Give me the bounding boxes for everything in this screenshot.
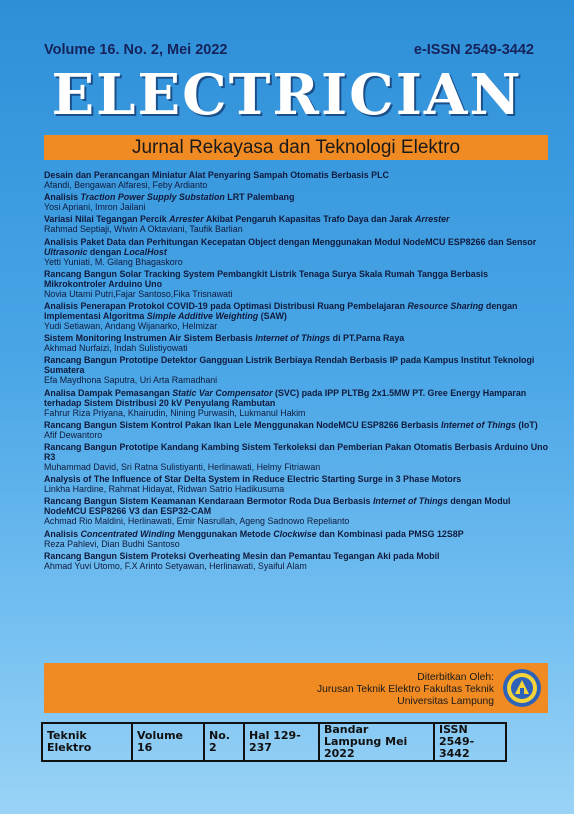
article-title-segment: Resource Sharing [407,301,484,312]
publisher-line-2: Jurusan Teknik Elektro Fakultas Teknik [316,684,494,695]
article-title [44,237,548,257]
article-title [44,551,548,561]
article-title-segment: Rancang Bangun Prototipe Detektor Gangguan Listrik Berbiaya Rendah Berbasis IP pada Kampus Institut Teknologi Sumatera [44,355,535,376]
article-authors: Afif Dewantoro [44,429,103,440]
article-title-segment: Analisis [44,192,81,203]
article-title-segment: Clockwise [273,528,317,539]
info-cell-issn: ISSN 2549-3442 [434,723,506,761]
info-cell-dept: Teknik Elektro [42,723,132,761]
article-entry [44,551,548,571]
article-title-segment: dan Kombinasi pada PMSG 12S8P [316,528,464,539]
article-title-segment: (IoT) [515,419,538,430]
article-title [44,388,548,408]
article-authors: Akhmad Nurfaizi, Indah Sulistiyowati [44,343,188,354]
article-title-segment: Desain dan Perancangan Miniatur Alat Penyaring Sampah Otomatis Berbasis PLC [44,170,389,180]
university-seal-icon [502,668,542,708]
article-authors: Achmad Rio Maldini, Herlinawati, Emir Nasrullah, Ageng Sadnowo Repelianto [44,516,350,527]
article-entry [44,496,548,526]
article-entry [44,333,548,353]
article-authors: Ahmad Yuvi Utomo, F.X Arinto Setyawan, Herlinawati, Syaiful Alam [44,560,307,571]
article-title-segment: Internet of Things [441,419,516,430]
article-title-segment: Internet of Things [255,333,331,344]
article-title-segment: Rancang Bangun Sistem Proteksi Overheating Mesin dan Pemantau Tegangan Aki pada Mobil [44,550,440,561]
article-entry [44,355,548,385]
volume-info: Volume 16. No. 2, Mei 2022 [44,42,228,58]
article-title [44,442,548,462]
article-entry [44,269,548,299]
article-title [44,333,548,343]
article-title-segment: dengan Implementasi Algoritma [44,301,518,322]
article-title [44,269,548,289]
article-entry [44,214,548,234]
article-title-segment: Akibat Pengaruh Kapasitas Trafo Daya dan Jarak [203,214,415,225]
journal-title: ELECTRICIAN [51,62,523,128]
issue-info-table [41,722,507,762]
article-title-segment: Analisis [44,528,81,539]
article-authors: Rahmad Septiaji, Wiwin A Oktaviani, Taufik Barlian [44,224,243,235]
article-title [44,496,548,516]
article-title-segment: Variasi Nilai Tegangan Percik [44,214,170,225]
article-entry [44,529,548,549]
article-entry [44,192,548,212]
article-title [44,301,548,321]
article-title [44,192,548,202]
publisher-text [317,672,494,708]
article-title-segment: Concentrated Winding [80,528,176,539]
article-authors: Yetti Yuniati, M. Gilang Bhagaskoro [44,256,183,267]
article-title-segment: Static Var Compensator [172,387,273,398]
article-entry [44,442,548,472]
article-title-segment: Ultrasonic [44,246,88,257]
publisher-line-3: Universitas Lampung [397,696,494,707]
article-title-segment: Arrester [414,214,450,225]
article-entry [44,420,548,440]
article-authors: Muhammad David, Sri Ratna Sulistiyanti, Herlinawati, Helmy Fitriawan [44,462,321,473]
article-title [44,529,548,539]
info-cell-number: No. 2 [204,723,244,761]
article-entry [44,301,548,331]
article-title-segment: Analisa Dampak Pemasangan [44,387,173,398]
article-authors: Fahrur Riza Priyana, Khairudin, Nining Purwasih, Lukmanul Hakim [44,407,306,418]
article-authors: Novia Utami Putri,Fajar Santoso,Fika Trisnawati [44,288,233,299]
article-title [44,214,548,224]
article-authors: Linkha Hardine, Rahmat Hidayat, Ridwan Satrio Hadikusuma [44,484,285,495]
info-cell-place: Bandar Lampung Mei 2022 [319,723,434,761]
article-title-segment: LRT Palembang [224,192,295,203]
article-entry [44,474,548,494]
article-authors: Yudi Setiawan, Andang Wijanarko, Helmizar [44,321,218,332]
article-entry [44,388,548,418]
article-title [44,355,548,375]
article-title-segment: Rancang Bangun Prototipe Kandang Kambing Sistem Terkoleksi dan Pemberian Pakan Otomatis Berbasis Arduino Uno R3 [44,442,548,463]
publisher-bar [44,663,548,713]
article-title-segment: Rancang Bangun Sistem Kontrol Pakan Ikan Lele Menggunakan NodeMCU ESP8266 Berbasis [44,419,442,430]
article-title-segment: Simple Additive Weighting [146,311,259,322]
article-title-segment: Analysis of The Influence of Star Delta System in Reduce Electric Starting Surge in 3 Phase Motors [44,474,462,485]
article-entry [44,237,548,267]
article-title-segment: Menggunakan Metode [175,528,274,539]
article-title [44,420,548,430]
info-cell-pages: Hal 129-237 [244,723,319,761]
article-title [44,474,548,484]
article-title-segment: Sistem Monitoring Instrumen Air Sistem Berbasis [44,333,256,344]
article-title-segment: dengan [87,246,124,257]
article-authors: Afandi, Bengawan Alfaresi, Feby Ardianto [44,180,208,190]
article-list [44,170,548,573]
journal-subtitle: Jurnal Rekayasa dan Teknologi Elektro [131,137,461,158]
article-authors: Reza Pahlevi, Dian Budhi Santoso [44,538,180,549]
publisher-line-1: Diterbitkan Oleh: [417,672,494,683]
article-title-segment: Analisis Paket Data dan Perhitungan Kecepatan Object dengan Menggunakan Modul NodeMCU ESP8266 dan Sensor [44,236,537,247]
article-title-segment: (SAW) [258,311,287,322]
journal-subtitle-bar [44,135,548,160]
article-title-segment: Analisis Penerapan Protokol COVID-19 pada Optimasi Distribusi Ruang Pembelajaran [44,301,408,312]
article-title-segment: Rancang Bangun Sistem Keamanan Kendaraan Bermotor Roda Dua Berbasis [44,496,373,507]
article-title-segment: Rancang Bangun Solar Tracking System Pembangkit Listrik Tenaga Surya Skala Rumah Tangga Berbasis Mikrokontroler Arduino Uno [44,268,489,289]
article-authors: Yosi Apriani, Imron Jailani [44,202,146,213]
article-authors: Efa Maydhona Saputra, Uri Arta Ramadhani [44,375,218,386]
info-cell-volume: Volume 16 [132,723,204,761]
issue-info-row [42,723,506,761]
article-title-segment: di PT.Parna Raya [330,333,405,344]
article-title-segment: Arrester [169,214,204,225]
article-entry [44,170,548,190]
article-title [44,170,548,180]
article-title-segment: (SVC) pada IPP PLTBg 2x1.5MW PT. Gree Energy Hamparan terhadap Sistem Distribusi 20 kV Penyulang Rambutan [44,387,527,408]
eissn-info: e-ISSN 2549-3442 [413,42,534,58]
article-title-segment: LocalHost [123,246,167,257]
article-title-segment: Traction Power Supply Substation [80,192,225,203]
article-title-segment: Internet of Things [372,496,448,507]
article-title-segment: dengan Modul NodeMCU ESP8266 V3 dan ESP32-CAM [44,496,511,517]
